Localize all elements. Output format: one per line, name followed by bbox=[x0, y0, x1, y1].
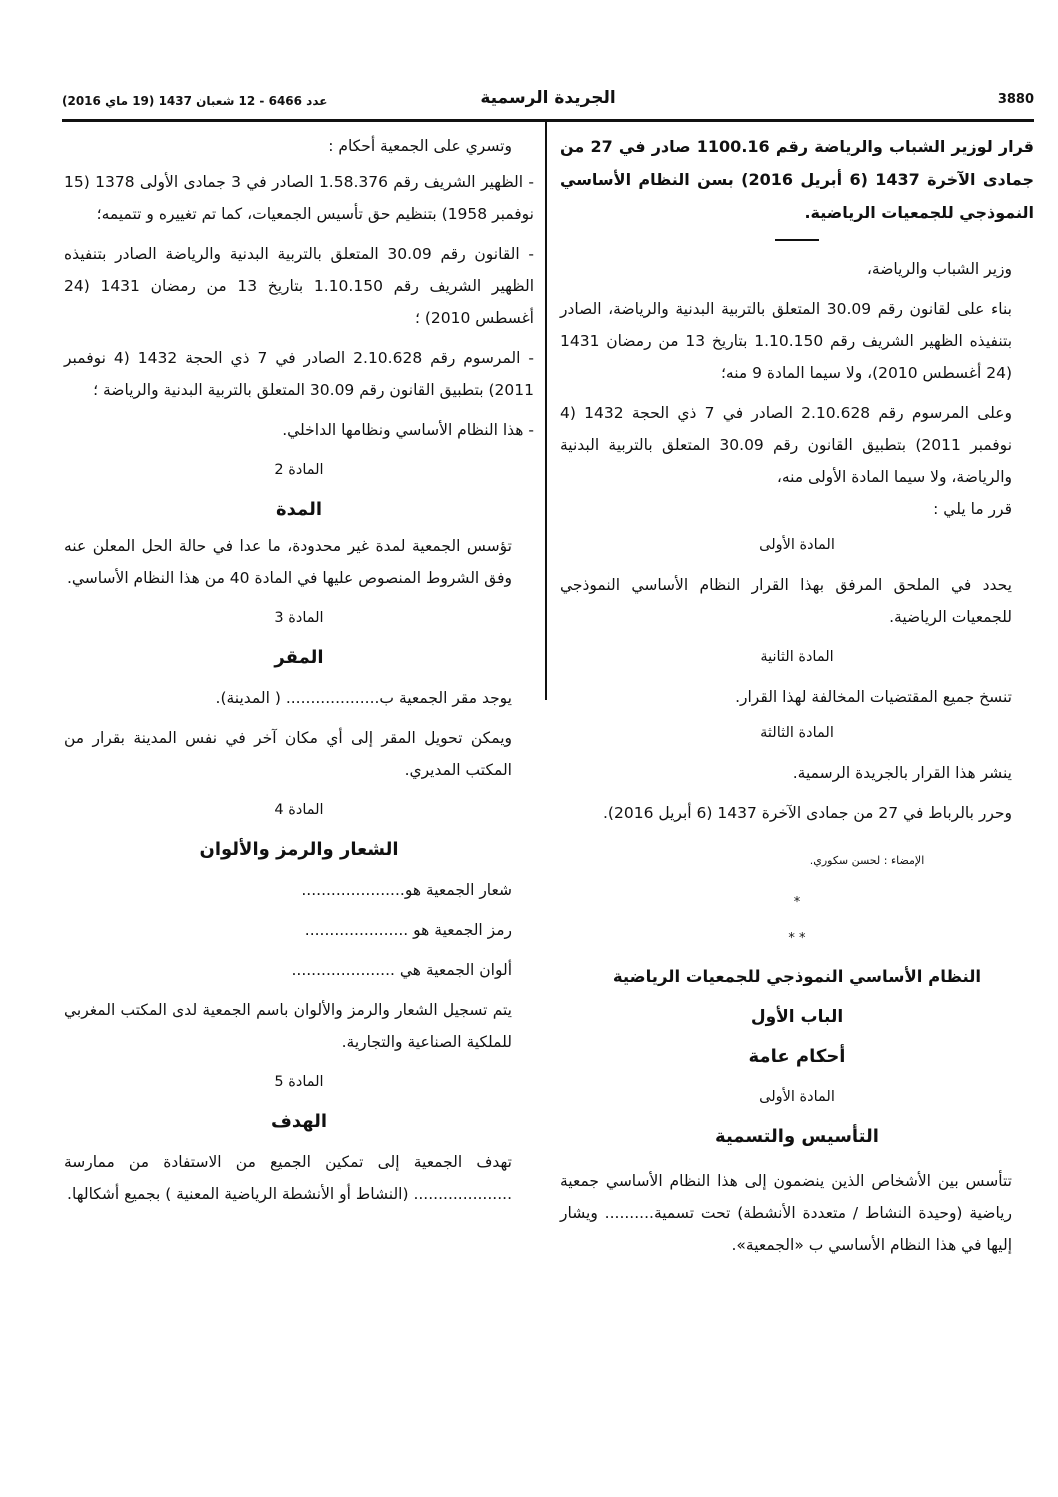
statute-article-1-text: تتأسس بين الأشخاص الذين ينضمون إلى هذا النظام الأساسي جمعية رياضية (وحيدة النشاط / متعددة الأنشطة) تحت تسمية.......... ويشار إليها في هذا النظام الأساسي ب «الجمعية». bbox=[560, 1172, 1012, 1254]
header-rule bbox=[62, 119, 1034, 122]
provision-bullet-3: - المرسوم رقم 2.10.628 الصادر في 7 ذي الحجة 1432 (4 نوفمبر 2011) بتطبيق القانون رقم 30.09 المتعلق بالتربية البدنية والرياضة ؛ bbox=[64, 349, 534, 399]
article-3-label: المادة 3 bbox=[274, 610, 324, 626]
gazette-title: الجريدة الرسمية bbox=[480, 88, 616, 108]
separator-stars: * * bbox=[788, 931, 806, 946]
separator-star: * bbox=[793, 895, 801, 910]
article-2-label: المادة الثانية bbox=[760, 649, 834, 665]
objective-text: تهدف الجمعية إلى تمكين الجميع من الاستفادة من ممارسة .................... (النشاط أو الأنشطة الرياضية المعنية ) بجميع أشكالها. bbox=[64, 1153, 512, 1203]
chapter-heading: الباب الأول bbox=[750, 1007, 844, 1027]
slogan-line: شعار الجمعية هو..................... bbox=[301, 881, 512, 899]
done-at-line: وحرر بالرباط في 27 من جمادى الآخرة 1437 (6 أبريل 2016). bbox=[603, 804, 1012, 822]
article-1-text: يحدد في الملحق المرفق بهذا القرار النظام الأساسي النموذجي للجمعيات الرياضية. bbox=[560, 576, 1012, 626]
statute-title: النظام الأساسي النموذجي للجمعيات الرياضية bbox=[612, 967, 982, 986]
decree-title: قرار لوزير الشباب والرياضة رقم 1100.16 صادر في 27 من جمادى الآخرة 1437 (6 أبريل 2016) بسن النظام الأساسي النموذجي للجمعيات الرياضية. bbox=[560, 137, 1034, 222]
title-separator bbox=[775, 239, 819, 241]
article-2-text: تنسخ جميع المقتضيات المخالفة لهذا القرار. bbox=[735, 688, 1012, 706]
left-column bbox=[64, 130, 534, 1210]
legal-basis-2: وعلى المرسوم رقم 2.10.628 الصادر في 7 ذي الحجة 1432 (4 نوفمبر 2011) بتطبيق القانون رقم 30.09 المتعلق بالتربية البدنية والرياضة، ولا سيما المادة الأولى منه، bbox=[560, 404, 1013, 486]
provision-bullet-4: - هذا النظام الأساسي ونظامها الداخلي. bbox=[282, 421, 534, 439]
minister-line: وزير الشباب والرياضة، bbox=[866, 260, 1012, 278]
article-2-label: المادة 2 bbox=[274, 462, 324, 478]
colors-line: ألوان الجمعية هي ..................... bbox=[291, 961, 512, 979]
founding-name-heading: التأسيس والتسمية bbox=[715, 1126, 879, 1147]
duration-heading: المدة bbox=[275, 499, 323, 520]
provision-bullet-2: - القانون رقم 30.09 المتعلق بالتربية البدنية والرياضة الصادر بتنفيذه الظهير الشريف رقم 1.10.150 بتاريخ 13 من رمضان 1431 (24 أغسطس 2010) ؛ bbox=[64, 245, 535, 327]
headquarters-text-2: ويمكن تحويل المقر إلى أي مكان آخر في نفس المدينة بقرار من المكتب المديري. bbox=[64, 729, 512, 779]
article-3-label: المادة الثالثة bbox=[760, 725, 834, 741]
provision-bullet-1: - الظهير الشريف رقم 1.58.376 الصادر في 3 جمادى الأولى 1378 (15 نوفمبر 1958) بتنظيم حق تأسيس الجمعيات، كما تم تغييره و تتميمه؛ bbox=[64, 173, 534, 223]
emblem-heading: الشعار والرمز والألوان bbox=[199, 839, 399, 860]
page-number: 3880 bbox=[997, 92, 1034, 107]
page-header bbox=[62, 88, 1034, 118]
registration-text: يتم تسجيل الشعار والرمز والألوان باسم الجمعية لدى المكتب المغربي للملكية الصناعية والتجارية. bbox=[64, 1001, 512, 1051]
symbol-line: رمز الجمعية هو ..................... bbox=[304, 921, 512, 939]
general-provisions-heading: أحكام عامة bbox=[748, 1046, 846, 1067]
article-1-label: المادة الأولى bbox=[759, 537, 835, 553]
headquarters-text-1: يوجد مقر الجمعية ب................... ( المدينة). bbox=[215, 689, 512, 707]
decided-line: قرر ما يلي : bbox=[933, 500, 1012, 518]
article-5-label: المادة 5 bbox=[274, 1074, 324, 1090]
signature: الإمضاء : لحسن سكوري. bbox=[809, 854, 925, 867]
article-4-label: المادة 4 bbox=[274, 802, 324, 818]
legal-basis-1: بناء على لقانون رقم 30.09 المتعلق بالتربية البدنية والرياضة، الصادر بتنفيذه الظهير الشريف رقم 1.10.150 بتاريخ 13 من رمضان 1431 (24 أغسطس 2010)، ولا سيما المادة 9 منه؛ bbox=[560, 300, 1013, 382]
column-divider bbox=[545, 122, 547, 700]
provisions-intro: وتسري على الجمعية أحكام : bbox=[328, 137, 512, 155]
article-3-text: ينشر هذا القرار بالجريدة الرسمية. bbox=[792, 764, 1012, 782]
headquarters-heading: المقر bbox=[274, 647, 324, 668]
right-column bbox=[560, 130, 1034, 1261]
duration-text: تؤسس الجمعية لمدة غير محدودة، ما عدا في حالة الحل المعلن عنه وفق الشروط المنصوص عليها في المادة 40 من هذا النظام الأساسي. bbox=[64, 537, 512, 587]
statute-article-1-label: المادة الأولى bbox=[759, 1089, 835, 1105]
objective-heading: الهدف bbox=[270, 1111, 328, 1132]
issue-info: عدد 6466 - 12 شعبان 1437 (19 ماي 2016) bbox=[62, 94, 328, 108]
